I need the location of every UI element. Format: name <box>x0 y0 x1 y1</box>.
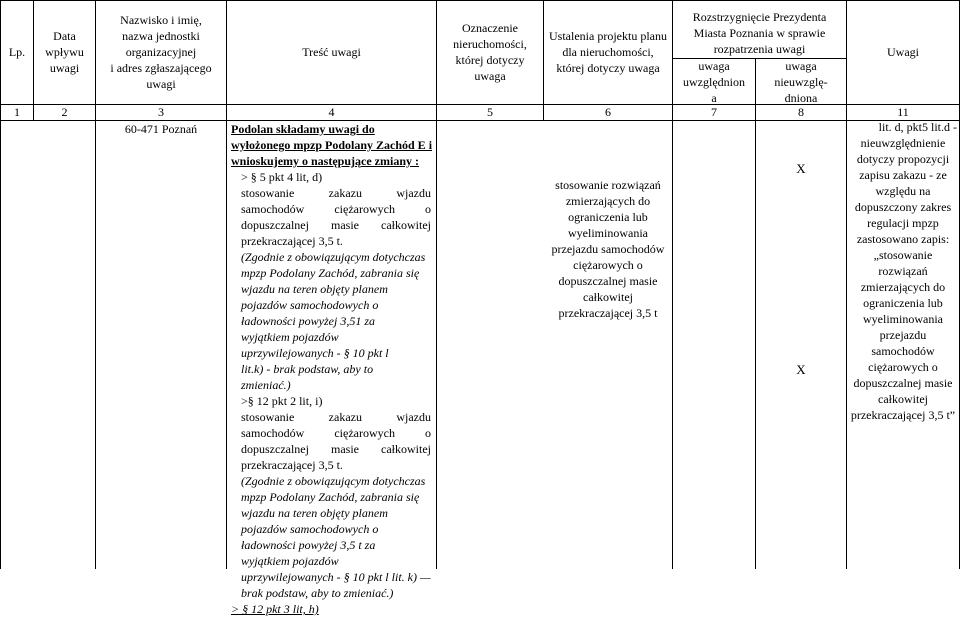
row-uwagi-first: lit. d, pkt5 lit.d - <box>878 120 957 134</box>
col-number-6: 6 <box>605 105 611 119</box>
paragraph-line: stosowanie zakazu wjazdu <box>241 186 431 200</box>
note-line: pojazdów samochodowych o <box>241 298 379 312</box>
row-ustalenia: stosowanie rozwiązań zmierzających do ograniczenia lub wyeliminowania przejazdu samochodów ciężarowych o dopuszczalnej masie całkowitej przekraczającej 3,5 t <box>551 178 665 320</box>
note-line: lit.k) - brak podstaw, aby to <box>241 362 374 376</box>
header-data-wplywu: Data wpływu uwagi <box>45 29 84 75</box>
paragraph-line: stosowanie zakazu wjazdu <box>241 410 431 424</box>
note-line: zmieniać.) <box>241 378 291 392</box>
paragraph-ref: >§ 12 pkt 2 lit, i) <box>241 394 323 408</box>
note-line: pojazdów samochodowych o <box>241 522 379 536</box>
note-line: uprzywilejowanych - § 10 pkt l <box>241 346 389 360</box>
header-oznaczenie: Oznaczenie nieruchomości, której dotyczy uwaga <box>453 21 527 83</box>
paragraph-line: samochodów ciężarowych o <box>241 202 431 216</box>
col-divider-7 <box>755 58 756 569</box>
col-number-8: 8 <box>798 105 804 119</box>
nieuwzgledniona-mark: X <box>796 161 806 176</box>
header-nazwisko: Nazwisko i imię, nazwa jednostki organizacyjnej i adres zgłaszającego uwagi <box>110 13 212 91</box>
header-ustalenia: Ustalenia projektu planu dla nieruchomości, której dotyczy uwaga <box>549 29 667 75</box>
col-number-5: 5 <box>487 105 493 119</box>
note-line: wyjątkiem pojazdów <box>241 330 339 344</box>
note-line: ładowności powyżej 3,5 t za <box>241 538 376 552</box>
note-line: uprzywilejowanych - § 10 pkt l lit. k) — <box>241 570 431 584</box>
note-line: (Zgodnie z obowiązującym dotychczas <box>241 250 426 264</box>
col-divider-3 <box>226 0 227 569</box>
nieuwzgledniona-mark: X <box>796 362 806 377</box>
note-line: brak podstaw, aby to zmieniać.) <box>241 586 394 600</box>
note-line: ładowności powyżej 3,51 za <box>241 314 375 328</box>
col-divider-4 <box>436 0 437 569</box>
paragraph-line: przekraczającej 3,5 t. <box>241 458 343 472</box>
row-address: 60-471 Poznań <box>124 122 198 136</box>
paragraph-line: dopuszczalnej masie całkowitej <box>241 442 431 456</box>
table-border-top <box>0 0 960 1</box>
paragraph-line: samochodów ciężarowych o <box>241 426 431 440</box>
note-line: mpzp Podolany Zachód, zabrania się <box>241 266 420 280</box>
col-number-4: 4 <box>328 105 335 119</box>
col-number-3: 3 <box>158 105 164 119</box>
note-line: (Zgodnie z obowiązującym dotychczas <box>241 474 426 488</box>
header-lp: Lp. <box>8 45 26 59</box>
table-border-left <box>0 0 1 569</box>
intro-line: Podolan składamy uwagi do <box>231 122 375 136</box>
row-uwagi: nieuwzględnienie dotyczy propozycji zapisu zakazu - ze względu na dopuszczony zakres regulacji mpzp zastosowano zapis: „stosowanie rozwiązań zmierzających do ograniczenia lub wyeliminowania przejazdu samochodów ciężarowych o dopuszczalnej masie całkowitej przekraczającej 3,5 t” <box>850 136 956 422</box>
note-line: wyjątkiem pojazdów <box>241 554 339 568</box>
col-number-1: 1 <box>14 105 20 119</box>
paragraph-line: przekraczającej 3,5 t. <box>241 234 343 248</box>
col-number-2: 2 <box>61 105 68 119</box>
paragraph-ref: > § 12 pkt 3 lit, h) <box>231 602 319 616</box>
intro-line: wyłożonego mpzp Podolany Zachód E i <box>231 138 433 152</box>
note-line: wjazdu na teren objęty planem <box>241 282 388 296</box>
header-rozstrzygniecie: Rozstrzygnięcie Prezydenta Miasta Poznania w sprawie rozpatrzenia uwagi <box>692 10 827 56</box>
col-number-11: 11 <box>897 105 909 119</box>
paragraph-line: dopuszczalnej masie całkowitej <box>241 218 431 232</box>
header-tresc: Treść uwagi <box>302 45 361 59</box>
header-uwagi: Uwagi <box>887 45 919 59</box>
paragraph-ref: > § 5 pkt 4 lit, d) <box>241 170 323 184</box>
intro-line: wnioskujemy o następujące zmiany : <box>231 154 419 168</box>
header-uwzgledniona: uwaga uwzględnion a <box>683 59 745 105</box>
header-nieuwzgledniona: uwaga nieuwzglę- dniona <box>774 59 828 105</box>
col-number-7: 7 <box>711 105 717 119</box>
note-line: wjazdu na teren objęty planem <box>241 506 388 520</box>
note-line: mpzp Podolany Zachód, zabrania się <box>241 490 420 504</box>
